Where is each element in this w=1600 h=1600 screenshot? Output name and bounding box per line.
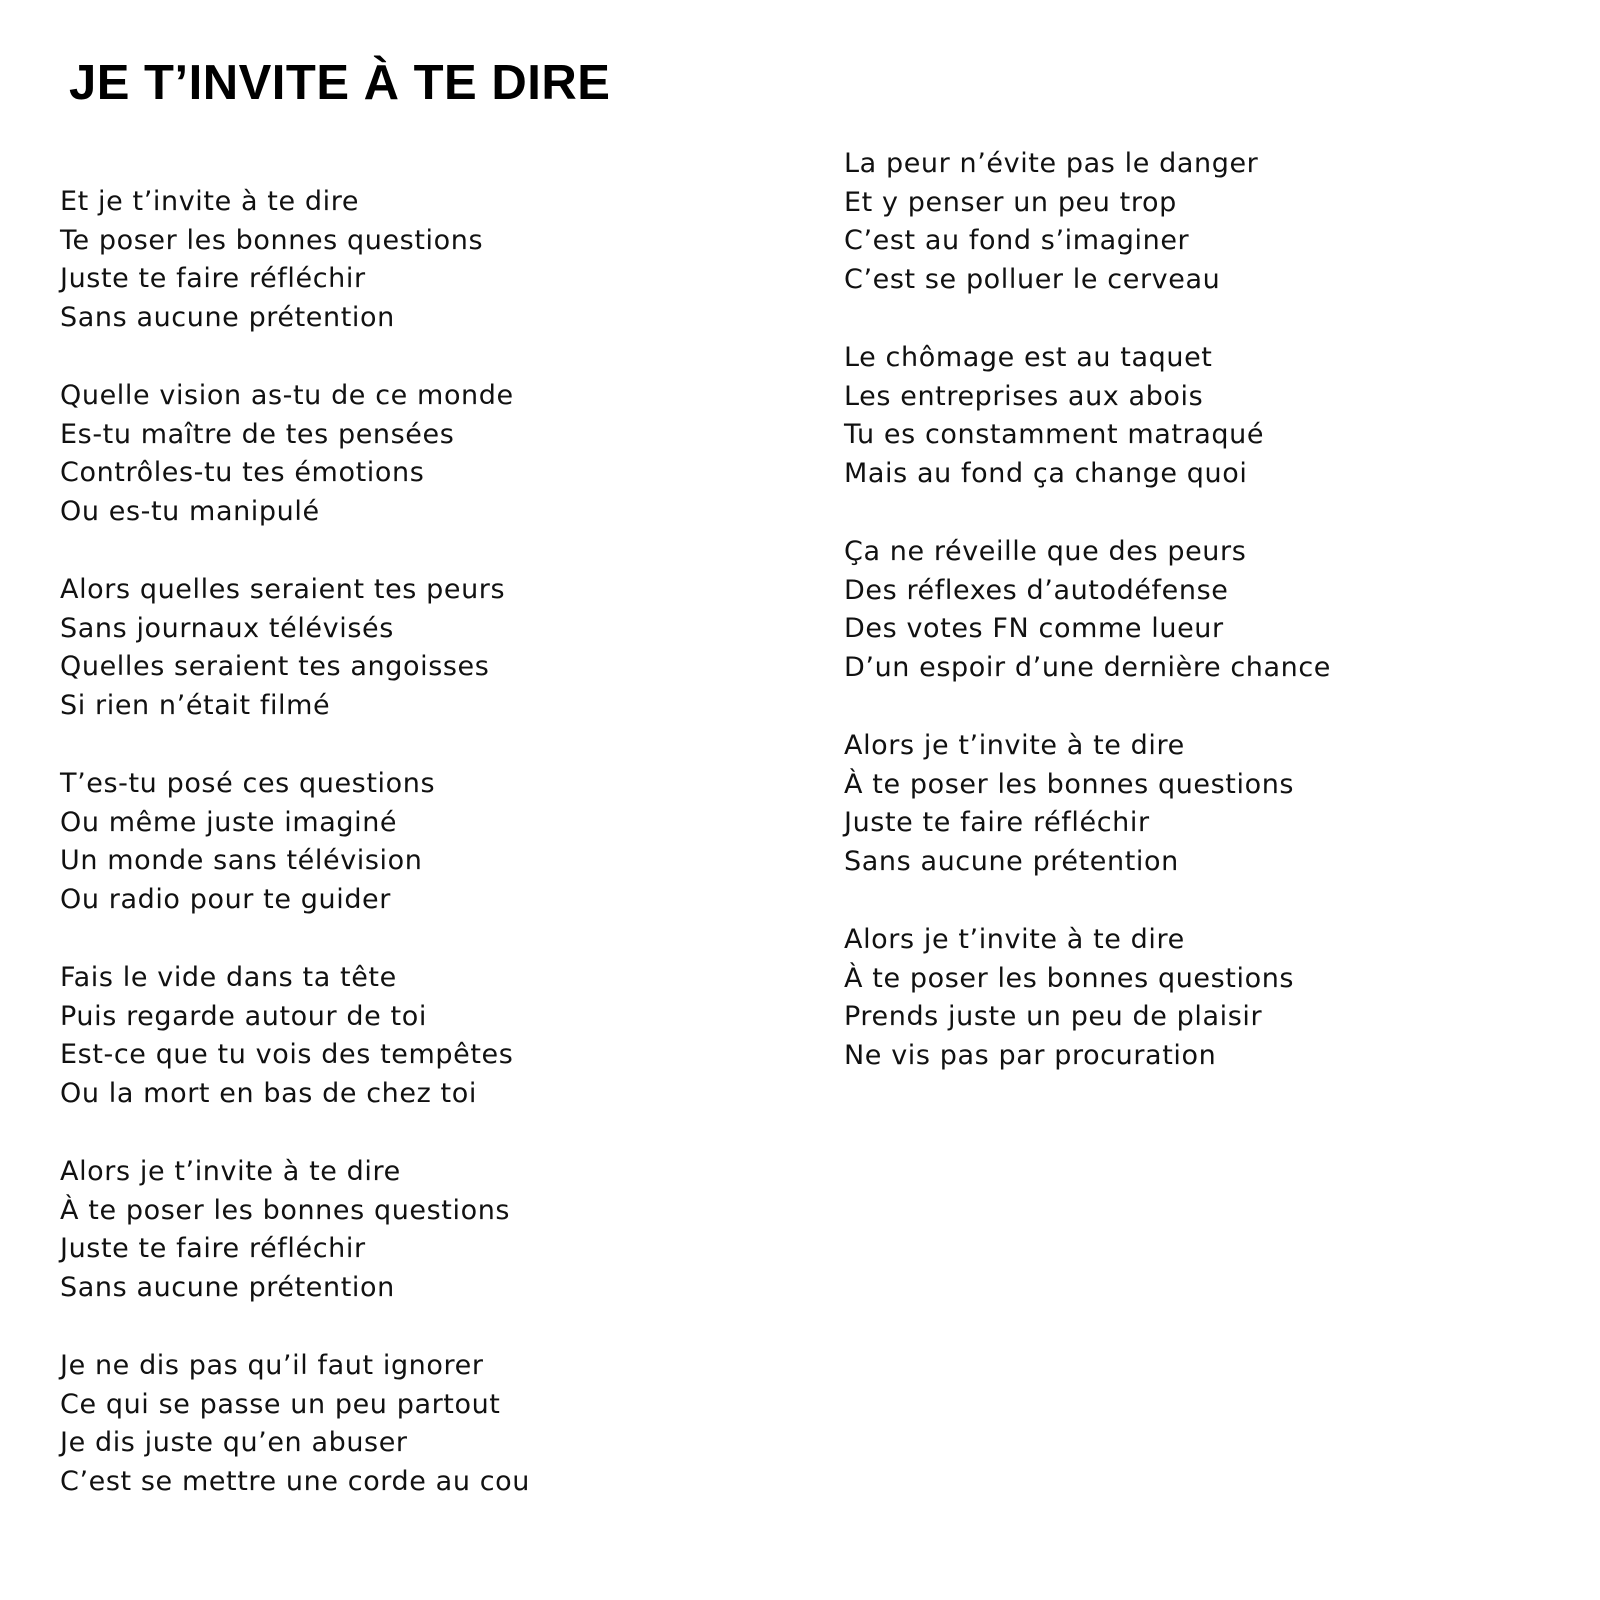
verse-line: Es-tu maître de tes pensées (60, 418, 455, 450)
verse-line: Je dis juste qu’en abuser (60, 1427, 408, 1459)
verse-line: Quelle vision as-tu de ce monde (60, 380, 514, 411)
verse-line: Si rien n’était filmé (60, 690, 331, 722)
verse-line: Juste te faire réfléchir (844, 807, 1150, 839)
verse-line: À te poser les bonnes questions (844, 962, 1295, 994)
verse-line: Juste te faire réfléchir (60, 1233, 366, 1265)
verse-line: Ce qui se passe un peu partout (60, 1388, 501, 1420)
stanza (844, 533, 1331, 688)
stanza (60, 1347, 530, 1502)
verse-line: Ou la mort en bas de chez toi (60, 1078, 477, 1110)
verse-line: Alors je t’invite à te dire (844, 730, 1185, 761)
stanza (844, 339, 1264, 494)
verse-line: Et y penser un peu trop (844, 186, 1177, 218)
verse-line: T’es-tu posé ces questions (60, 768, 436, 799)
verse-line: Sans aucune prétention (844, 846, 1179, 878)
verse-line: À te poser les bonnes questions (60, 1194, 511, 1226)
verse-line: Alors quelles seraient tes peurs (60, 574, 506, 605)
verse-line: Ça ne réveille que des peurs (844, 536, 1247, 567)
verse-line: Sans journaux télévisés (60, 612, 394, 644)
stanza (844, 145, 1258, 300)
stanza (60, 377, 514, 532)
verse-line: Je ne dis pas qu’il faut ignorer (60, 1350, 484, 1381)
stanza (844, 921, 1294, 1076)
page-title: JE T’INVITE À TE DIRE (69, 56, 611, 110)
verse-line: Des votes FN comme lueur (844, 613, 1224, 645)
verse-line: Des réflexes d’autodéfense (844, 574, 1229, 606)
stanza (60, 959, 513, 1114)
verse-line: D’un espoir d’une dernière chance (844, 652, 1332, 684)
verse-line: Est-ce que tu vois des tempêtes (60, 1039, 514, 1071)
verse-line: Alors je t’invite à te dire (60, 1156, 401, 1187)
verse-line: À te poser les bonnes questions (844, 768, 1295, 800)
verse-line: Sans aucune prétention (60, 1272, 395, 1304)
verse-line: Ne vis pas par procuration (844, 1040, 1217, 1072)
verse-line: Juste te faire réfléchir (60, 263, 366, 295)
verse-line: Alors je t’invite à te dire (844, 924, 1185, 955)
stanza (844, 727, 1294, 882)
verse-line: C’est se mettre une corde au cou (60, 1466, 530, 1498)
verse-line: Sans aucune prétention (60, 302, 395, 334)
verse-line: La peur n’évite pas le danger (844, 148, 1259, 179)
verse-line: Contrôles-tu tes émotions (60, 457, 425, 489)
stanza (60, 571, 505, 726)
verse-line: Ou même juste imaginé (60, 806, 398, 838)
stanza (60, 765, 435, 920)
verse-line: C’est au fond s’imaginer (844, 225, 1190, 257)
verse-line: Puis regarde autour de toi (60, 1000, 427, 1032)
verse-line: Et je t’invite à te dire (60, 186, 360, 217)
verse-line: Quelles seraient tes angoisses (60, 651, 490, 683)
verse-line: Les entreprises aux abois (844, 380, 1204, 412)
verse-line: Le chômage est au taquet (844, 342, 1213, 373)
verse-line: Ou radio pour te guider (60, 884, 391, 916)
verse-line: Prends juste un peu de plaisir (844, 1001, 1263, 1033)
verse-line: C’est se polluer le cerveau (844, 264, 1221, 296)
verse-line: Un monde sans télévision (60, 845, 423, 877)
verse-line: Mais au fond ça change quoi (844, 458, 1248, 490)
verse-line: Te poser les bonnes questions (60, 224, 484, 256)
stanza (60, 1153, 510, 1308)
verse-line: Ou es-tu manipulé (60, 496, 320, 528)
verse-line: Tu es constamment matraqué (844, 419, 1265, 451)
verse-line: Fais le vide dans ta tête (60, 962, 397, 993)
stanza (60, 183, 483, 338)
